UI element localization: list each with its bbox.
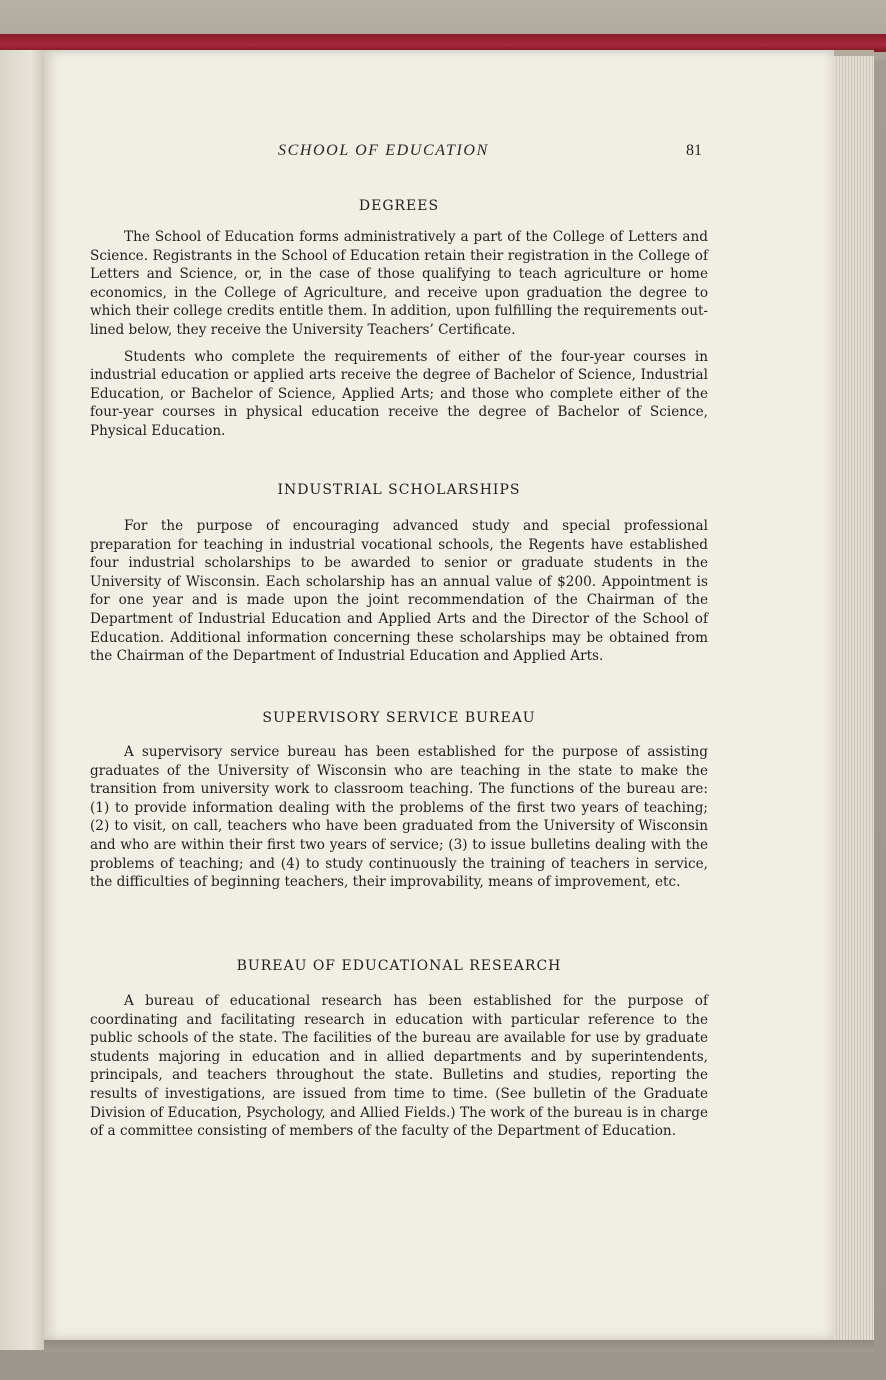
section-body-supervisory-service-bureau xyxy=(90,743,708,900)
paragraph: Students who complete the requirements of either of the four-year courses in industrial education or applied arts receive the degree of Bachelor of Science, Industrial Education, or Bachelor of Science, Applied Arts; and those who complete either of the four-year courses in physical education receive the degree of Bachelor of Science, Physical Education. xyxy=(90,348,708,439)
section-heading-degrees: DEGREES xyxy=(358,198,440,214)
section-body-bureau-of-educational-research xyxy=(90,992,708,1149)
running-head: SCHOOL OF EDUCATION xyxy=(278,142,489,159)
paragraph: For the purpose of encouraging advanced study and special professional preparation for teaching in industrial vocational schools, the Regents have established four industrial scholarships to be awarded to senior or graduate students in the University of Wisconsin. Each scholarship has an annual value of $200. Appointment is for one year and is made upon the joint recommendation of the Chairman of the Department of Industrial Education and Applied Arts and the Director of the School of Education. Additional information concerning these scholarships may be obtained from the Chairman of the Department of Industrial Education and Applied Arts. xyxy=(90,518,708,665)
section-heading-industrial-scholarships: INDUSTRIAL SCHOLARSHIPS xyxy=(277,482,521,498)
page-number: 81 xyxy=(686,142,702,159)
paragraph: A bureau of educational research has been established for the purpose of coordinating and facilitating research in education with particular reference to the public schools of the state. The facilities of the bureau are available for use by graduate students majoring in education and in allied departments and by superintendents, principals, and teachers throughout the state. Bulletins and studies, reporting the results of investigations, are issued from time to time. (See bulletin of the Graduate Division of Education, Psychology, and Allied Fields.) The work of the bureau is in charge of a committee consisting of members of the faculty of the Department of Education. xyxy=(90,993,708,1140)
facing-page-edge xyxy=(0,50,44,1350)
scan-background-bottom xyxy=(44,1340,874,1352)
section-body-industrial-scholarships xyxy=(90,517,708,674)
section-body-degrees xyxy=(90,228,708,449)
section-heading-bureau-of-educational-research: BUREAU OF EDUCATIONAL RESEARCH xyxy=(236,958,562,974)
paragraph: A supervisory service bureau has been established for the purpose of assisting graduates of the University of Wisconsin who are teaching in the state to make the transition from university work to classroom teaching. The functions of the bureau are: (1) to provide information dealing with the problems of the first two years of teaching; (2) to visit, on call, teachers who have been graduated from the University of Wisconsin and who are within their first two years of service; (3) to issue bulletins dealing with the problems of teaching; and (4) to study continuously the training of teachers in service, the difficulties of beginning teachers, their improvability, means of improvement, etc. xyxy=(90,744,708,891)
page-stack-edge xyxy=(834,56,874,1346)
paragraph: The School of Education forms administratively a part of the College of Letters and Science. Registrants in the School of Education retain their registration in the College of Letters and Science, or, in the case of those qualifying to teach agriculture or home economics, in the College of Agriculture, and receive upon graduation the degree to which their college credits entitle them. In addition, upon fulfilling the requirements outlined below, they receive the University Teachers’ Certificate. xyxy=(90,229,708,338)
section-heading-supervisory-service-bureau: SUPERVISORY SERVICE BUREAU xyxy=(262,710,536,726)
